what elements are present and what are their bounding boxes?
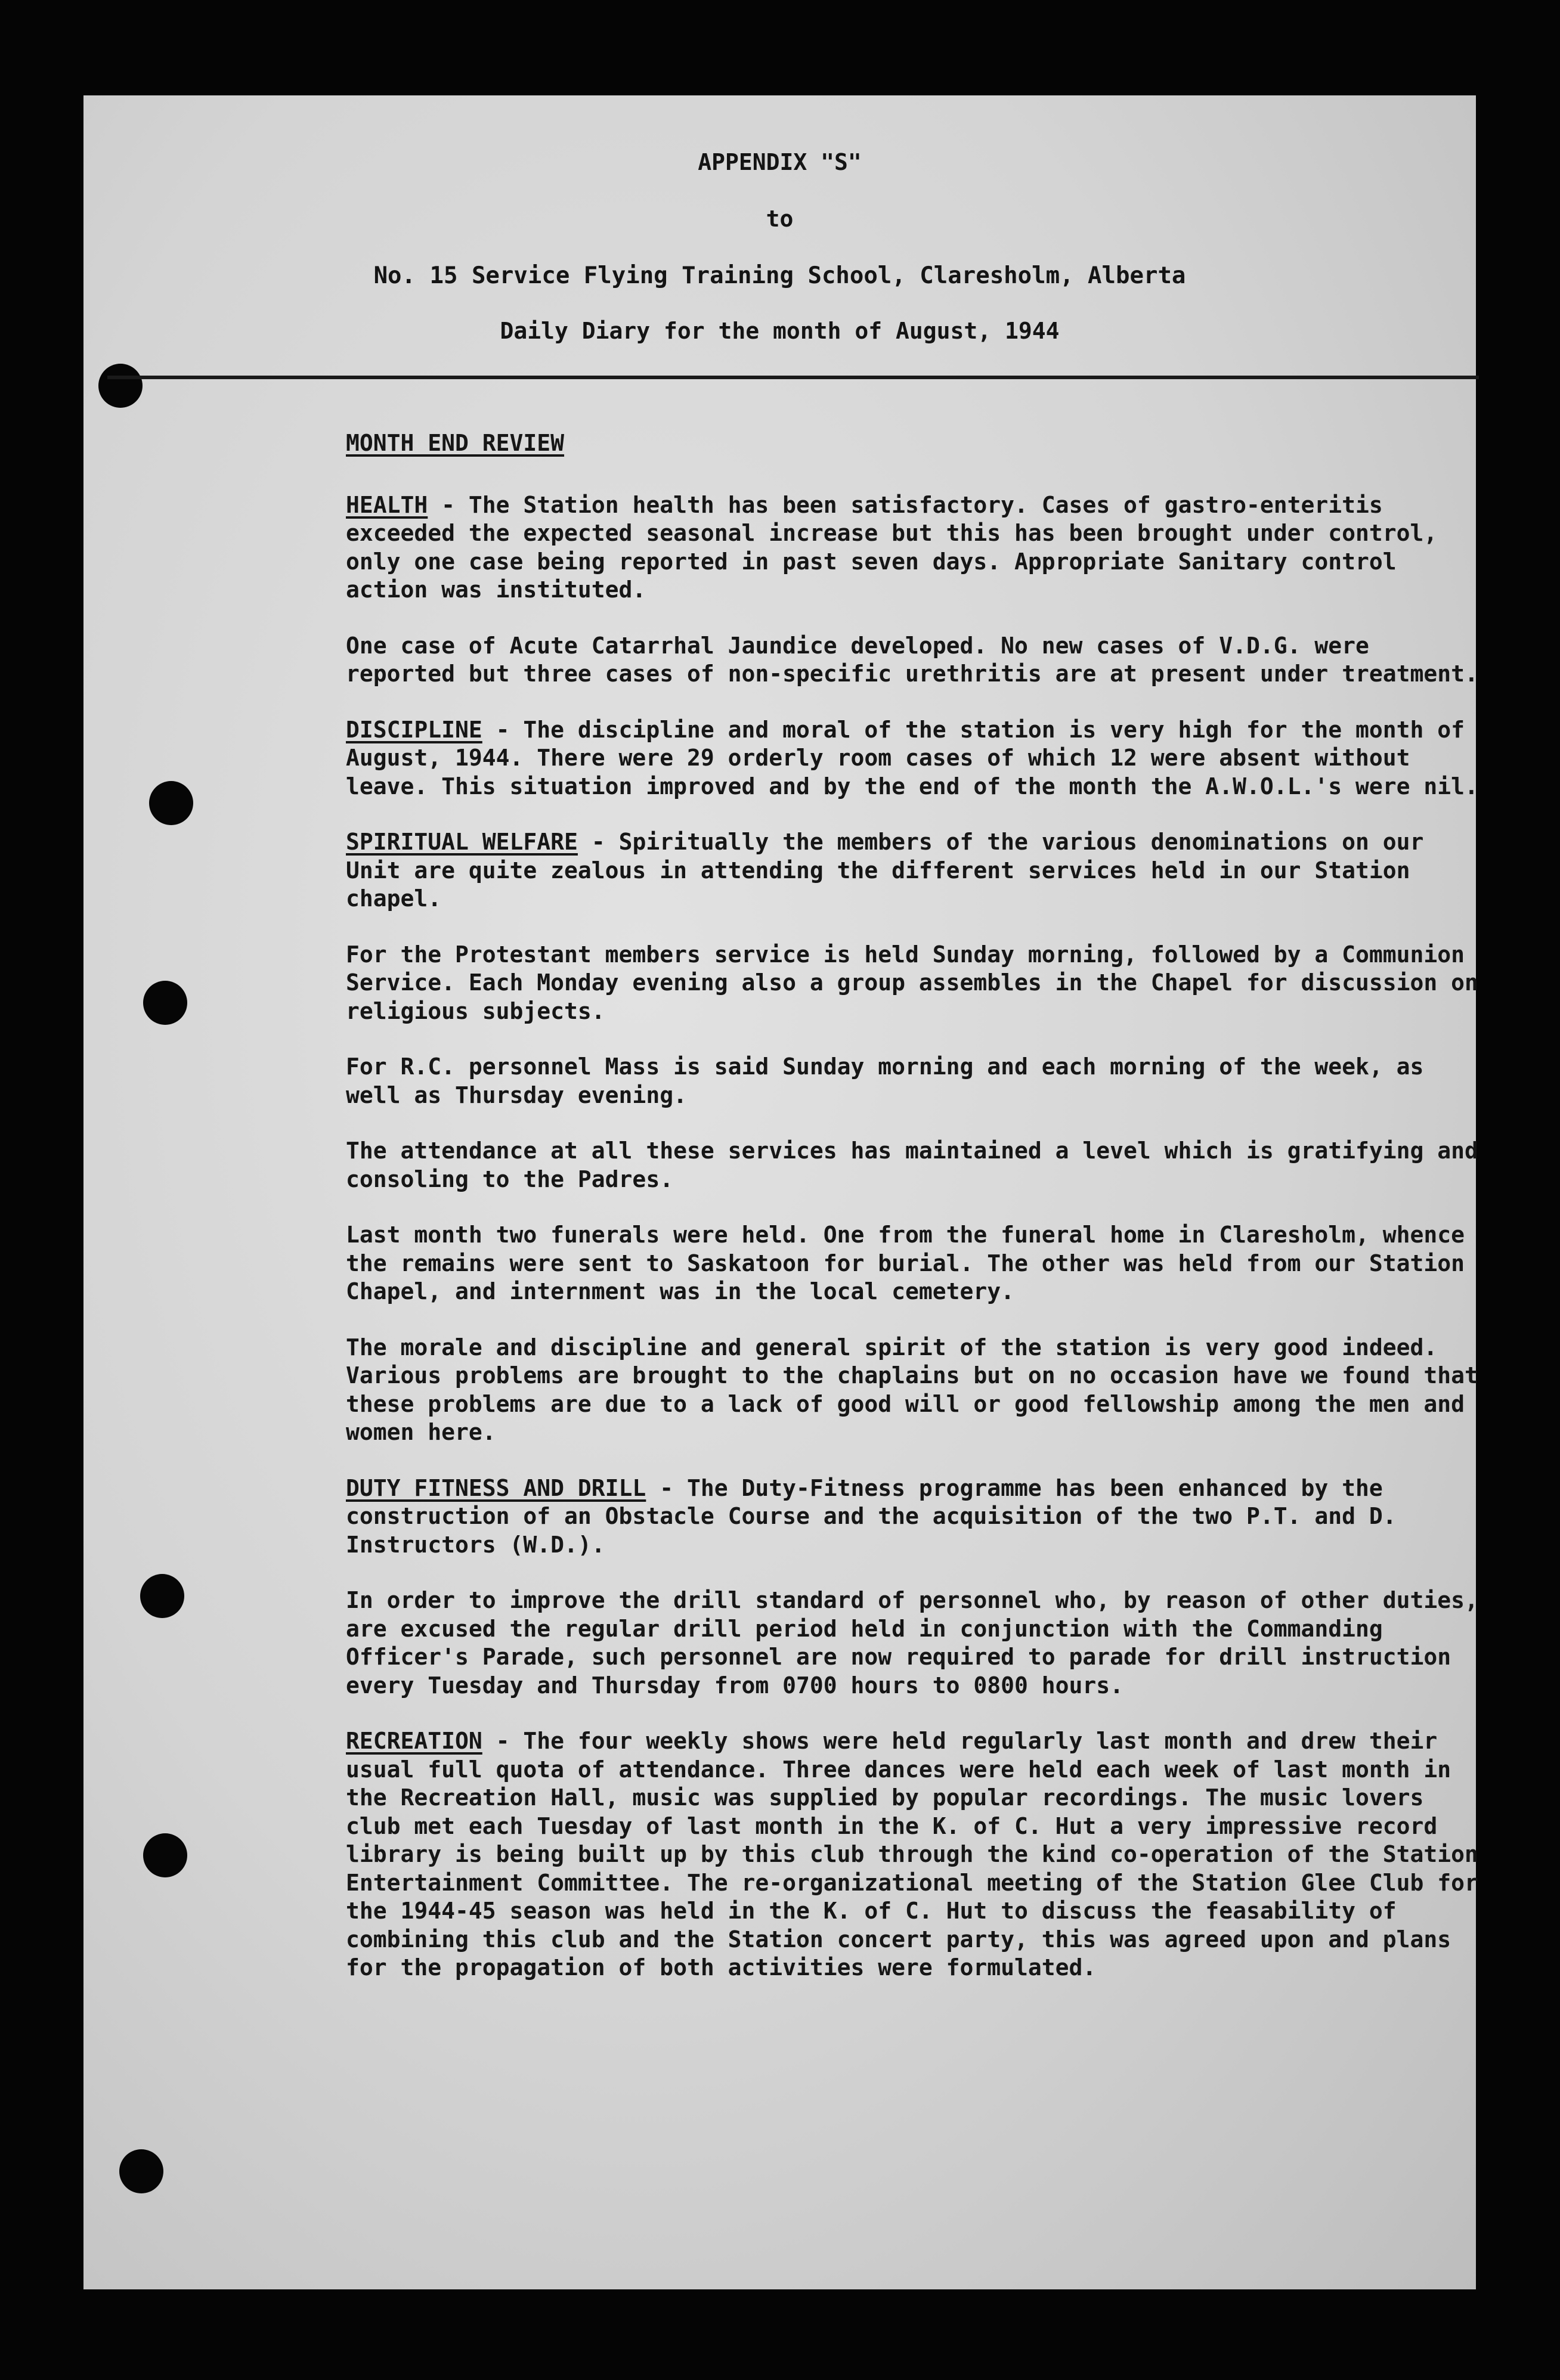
punch-hole: [149, 781, 193, 825]
paragraph-heading: SPIRITUAL WELFARE: [346, 829, 578, 855]
header-rule: [107, 376, 1479, 379]
appendix-title: APPENDIX "S": [698, 149, 862, 175]
paragraph-text: The attendance at all these services has maintained a level which is gratifying and consoling to the Padres.: [346, 1138, 1478, 1192]
paragraph: [346, 1053, 1479, 1110]
appendix-to: to: [766, 206, 794, 232]
paragraph-text: - The discipline and moral of the station is very high for the month of August, 1944. There were 29 orderly room cases of which 12 were absent without leave. This situation improved and by the end of the month the A.W.O.L.'s were nil.: [346, 716, 1478, 799]
paragraph: [346, 1221, 1479, 1306]
paragraph-text: In order to improve the drill standard of personnel who, by reason of other duties, are excused the regular drill period held in conjunction with the Commanding Officer's Parade, such personnel are now required to parade for drill instruction every Tuesday and Thursday from 0700 hours to 0800 hours.: [346, 1587, 1478, 1699]
paragraph-text: - The Station health has been satisfactory. Cases of gastro-enteritis exceeded the expected seasonal increase but this has been brought under control, only one case being reported in past seven days. Appropriate Sanitary control action was instituted.: [346, 491, 1438, 603]
paragraph-text: For the Protestant members service is held Sunday morning, followed by a Communion Service. Each Monday evening also a group assembles in the Chapel for discussion on religious subjects.: [346, 941, 1478, 1024]
section-heading: MONTH END REVIEW: [346, 430, 565, 456]
paragraph-text: For R.C. personnel Mass is said Sunday morning and each morning of the week, as well as Thursday evening.: [346, 1053, 1424, 1108]
paragraph: [346, 828, 1479, 913]
paragraph-heading: DUTY FITNESS AND DRILL: [346, 1474, 646, 1501]
paragraph: [346, 1137, 1479, 1194]
paragraph: [346, 941, 1479, 1026]
unit-title: No. 15 Service Flying Training School, Claresholm, Alberta: [373, 262, 1186, 289]
document-body: [346, 429, 1479, 2010]
paragraph-heading: RECREATION: [346, 1728, 482, 1754]
paragraph: [346, 716, 1479, 801]
paragraph: [346, 1727, 1479, 1982]
punch-hole: [119, 2149, 163, 2193]
paragraph: [346, 491, 1479, 605]
paragraph-text: - The Duty-Fitness programme has been enhanced by the construction of an Obstacle Course and the acquisition of the two P.T. and D. Instructors (W.D.).: [346, 1474, 1397, 1558]
diary-title: Daily Diary for the month of August, 1944: [500, 318, 1060, 344]
paragraph-text: - Spiritually the members of the various denominations on our Unit are quite zealous in attending the different services held in our Station chapel.: [346, 829, 1424, 912]
paragraph: [346, 1586, 1479, 1700]
paragraph: [346, 1334, 1479, 1447]
document-page: [83, 95, 1476, 2289]
punch-hole: [98, 364, 143, 408]
paragraph: [346, 632, 1479, 689]
punch-hole: [140, 1574, 184, 1618]
paragraph-heading: HEALTH: [346, 491, 428, 518]
paragraph-text: One case of Acute Catarrhal Jaundice developed. No new cases of V.D.G. were reported but three cases of non-specific urethritis are at present under treatment.: [346, 632, 1478, 687]
paragraph-text: - The four weekly shows were held regularly last month and drew their usual full quota of attendance. Three dances were held each week of last month in the Recreation Hall, music was supplied by popular recordings. The music lovers club met each Tuesday of last month in the K. of C. Hut a very impressive record library is being built up by this club through the kind co-operation of the Station Entertainment Committee. The re-organizational meeting of the Station Glee Club for the 1944-45 season was held in the K. of C. Hut to discuss the feasability of combining this club and the Station concert party, this was agreed upon and plans for the propagation of both activities were formulated.: [346, 1728, 1478, 1981]
paragraph-text: Last month two funerals were held. One from the funeral home in Claresholm, whence the remains were sent to Saskatoon for burial. The other was held from our Station Chapel, and internment was in the local cemetery.: [346, 1222, 1465, 1304]
paragraph-heading: DISCIPLINE: [346, 716, 482, 743]
punch-hole: [143, 981, 187, 1025]
punch-hole: [143, 1833, 187, 1877]
paragraph: [346, 1474, 1479, 1560]
paragraph-text: The morale and discipline and general spirit of the station is very good indeed. Various problems are brought to the chaplains but on no occasion have we found that these problems are due to a lack of good will or good fellowship among the men and women here.: [346, 1334, 1478, 1445]
